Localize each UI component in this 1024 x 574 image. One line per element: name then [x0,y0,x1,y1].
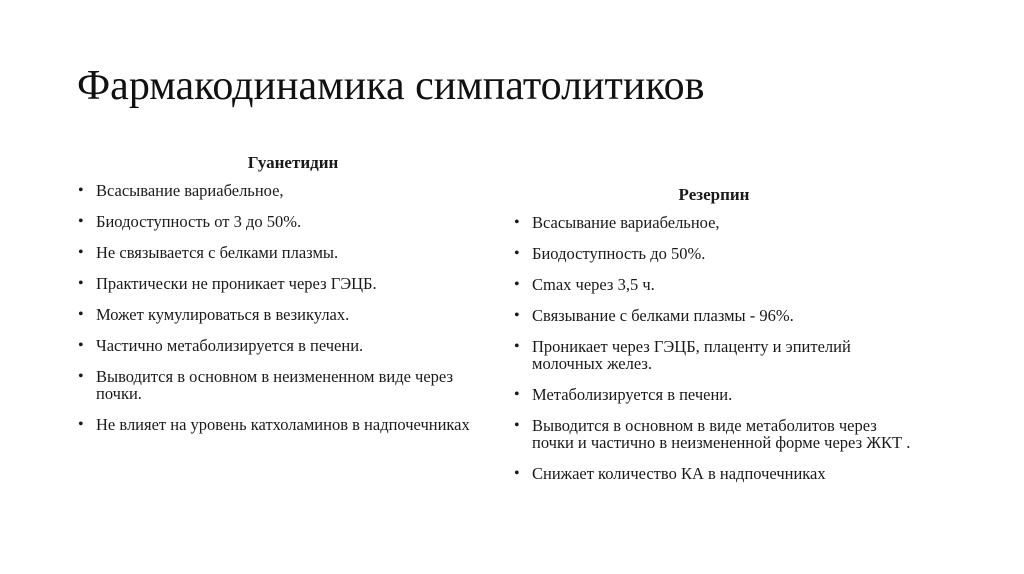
bullet-icon: • [514,386,520,403]
slide-title: Фармакодинамика симпатолитиков [77,63,705,109]
guanethidine-heading: Гуанетидин [247,153,339,172]
bullet-icon: • [78,275,84,292]
list-item-text: Биодоступность до 50%. [532,244,706,263]
list-item [514,214,922,231]
list-item-text: Всасывание вариабельное, [96,181,284,200]
list-item-text: Проникает через ГЭЦБ, плаценту и эпителий молочных желез. [532,337,851,373]
list-item [78,213,496,230]
bullet-icon: • [78,306,84,323]
list-item-text: Снижает количество КА в надпочечниках [532,464,826,483]
list-item [78,275,496,292]
reserpine-column [514,184,934,496]
list-item [514,276,922,293]
list-item-text: Cmax через 3,5 ч. [532,275,655,294]
list-item [514,417,922,451]
list-item [78,416,496,433]
list-item-text: Метаболизируется в печени. [532,385,733,404]
bullet-icon: • [514,214,520,231]
list-item [514,245,922,262]
list-item-text: Выводится в основном в неизмененном виде через почки. [96,367,453,403]
guanethidine-column [78,152,498,447]
list-item [514,338,922,372]
list-item-text: Практически не проникает через ГЭЦБ. [96,274,377,293]
bullet-icon: • [514,307,520,324]
list-item-text: Выводится в основном в виде метаболитов через почки и частично в неизмененной форме через ЖКТ . [532,416,911,452]
list-item-text: Может кумулироваться в везикулах. [96,305,350,324]
list-item [78,337,496,354]
bullet-icon: • [78,368,84,385]
bullet-icon: • [78,213,84,230]
reserpine-heading: Резерпин [678,185,750,204]
bullet-icon: • [78,337,84,354]
list-item [514,386,922,403]
list-item [78,368,496,402]
list-item-text: Всасывание вариабельное, [532,213,720,232]
bullet-icon: • [514,417,520,434]
list-item-text: Не связывается с белками плазмы. [96,243,339,262]
list-item-text: Частично метаболизируется в печени. [96,336,364,355]
list-item [78,182,496,199]
bullet-icon: • [514,338,520,355]
bullet-icon: • [78,244,84,261]
list-item-text: Биодоступность от 3 до 50%. [96,212,302,231]
list-item-text: Не влияет на уровень катхоламинов в надпочечниках [96,415,470,434]
list-item-text: Связывание с белками плазмы - 96%. [532,306,794,325]
bullet-icon: • [514,465,520,482]
bullet-icon: • [514,245,520,262]
list-item [78,244,496,261]
list-item [514,465,922,482]
bullet-icon: • [78,182,84,199]
bullet-icon: • [514,276,520,293]
bullet-icon: • [78,416,84,433]
reserpine-list [514,214,934,482]
guanethidine-list [78,182,498,433]
list-item [514,307,922,324]
list-item [78,306,496,323]
